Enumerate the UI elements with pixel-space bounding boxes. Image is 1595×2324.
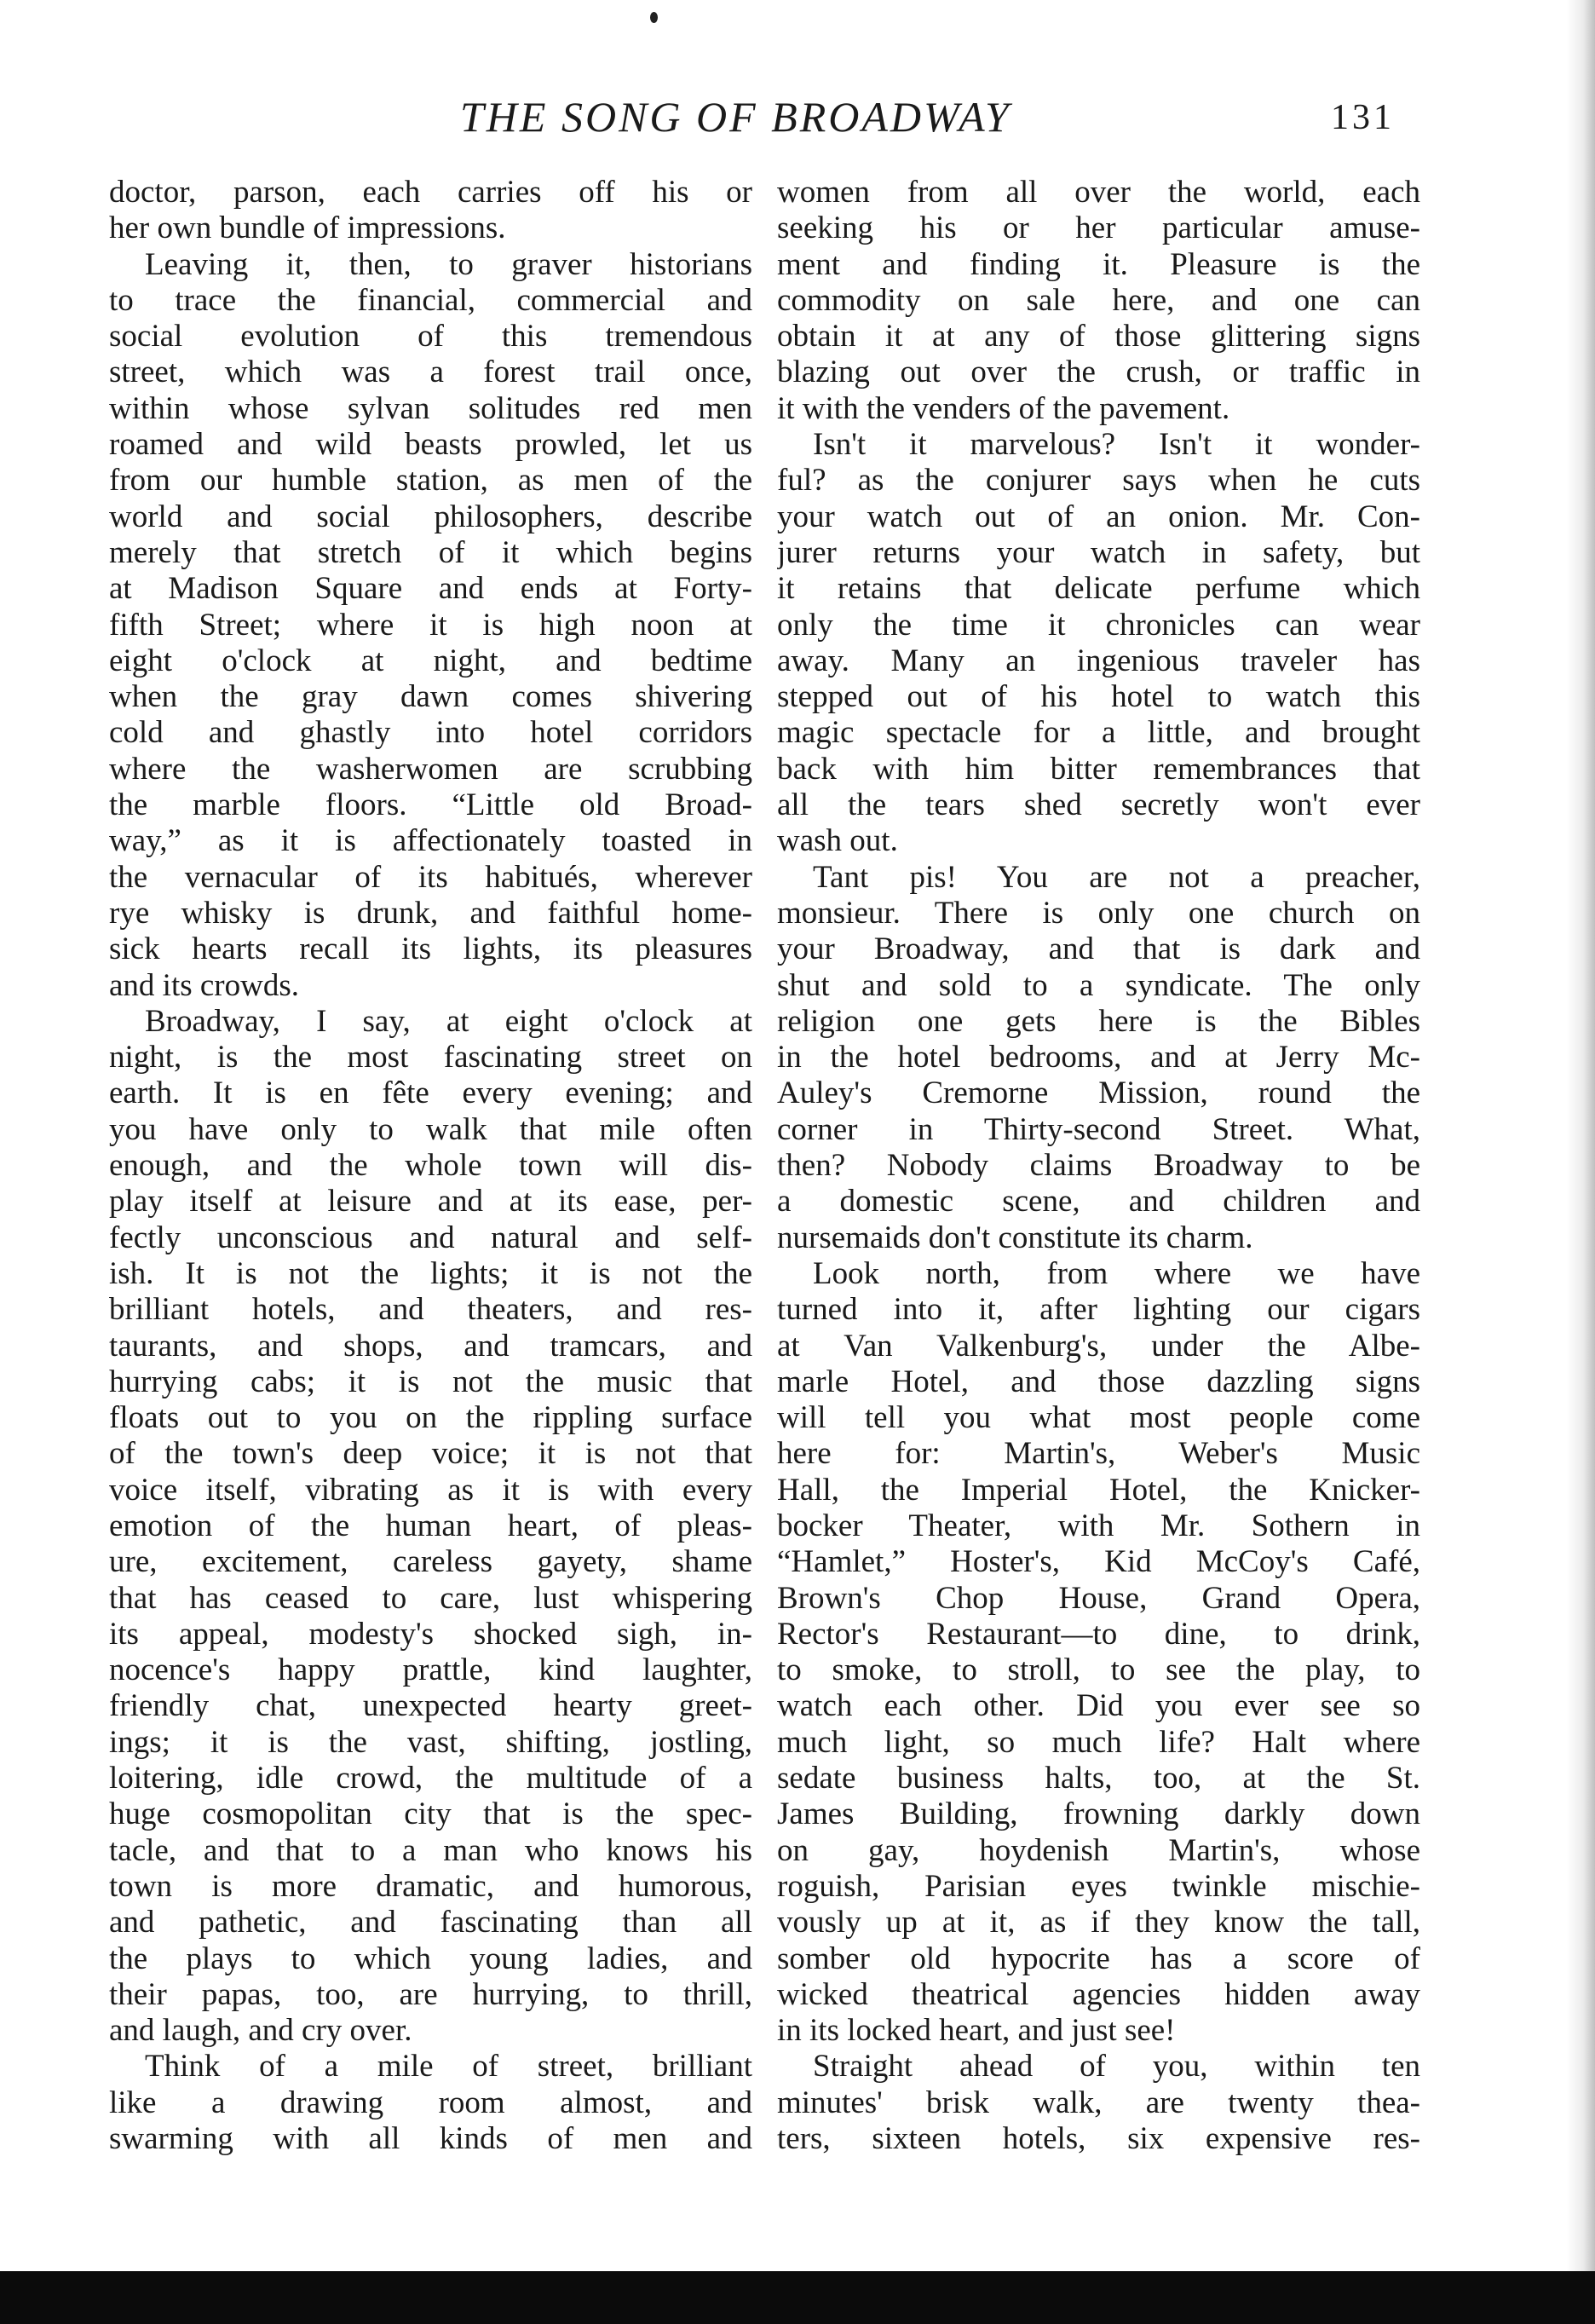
text-line: from our humble station, as men of the: [109, 463, 752, 499]
text-line: Straight ahead of you, within ten: [813, 2049, 1420, 2085]
text-line: marle Hotel, and those dazzling signs: [777, 1364, 1420, 1399]
text-line: like a drawing room almost, and: [109, 2085, 752, 2120]
text-line: social evolution of this tremendous: [109, 319, 752, 355]
text-line: its appeal, modesty's shocked sigh, in-: [109, 1616, 752, 1652]
text-line: ure, excitement, careless gayety, shame: [109, 1544, 752, 1580]
text-line: when the gray dawn comes shivering: [109, 679, 752, 715]
text-line: ings; it is the vast, shifting, jostling,: [109, 1724, 752, 1760]
text-line: and laugh, and cry over.: [109, 2013, 412, 2049]
text-line: ish. It is not the lights; it is not the: [109, 1255, 752, 1291]
text-line: rye whisky is drunk, and faithful home-: [109, 895, 752, 931]
text-line: earth. It is en fête every evening; and: [109, 1075, 752, 1111]
text-line: you have only to walk that mile often: [109, 1111, 752, 1147]
text-line: minutes' brisk walk, are twenty thea-: [777, 2085, 1420, 2120]
text-line: fifth Street; where it is high noon at: [109, 607, 752, 643]
text-line: it with the venders of the pavement.: [777, 390, 1230, 426]
text-line: wicked theatrical agencies hidden away: [777, 1976, 1420, 2012]
text-line: obtain it at any of those glittering signs: [777, 319, 1420, 355]
text-line: somber old hypocrite has a score of: [777, 1941, 1420, 1976]
text-line: town is more dramatic, and humorous,: [109, 1868, 752, 1904]
text-line: Think of a mile of street, brilliant: [145, 2049, 752, 2085]
text-line: Auley's Cremorne Mission, round the: [777, 1075, 1420, 1111]
text-line: brilliant hotels, and theaters, and res-: [109, 1292, 752, 1328]
text-line: James Building, frowning darkly down: [777, 1796, 1420, 1832]
text-line: in the hotel bedrooms, and at Jerry Mc-: [777, 1040, 1420, 1075]
text-line: here for: Martin's, Weber's Music: [777, 1436, 1420, 1472]
text-line: Look north, from where we have: [813, 1255, 1420, 1291]
text-line: commodity on sale here, and one can: [777, 282, 1420, 318]
right-column: [777, 175, 1420, 2157]
text-line: fectly unconscious and natural and self-: [109, 1220, 752, 1255]
text-line: nursemaids don't constitute its charm.: [777, 1220, 1253, 1255]
page-number: 131: [1331, 98, 1395, 137]
text-line: at Madison Square and ends at Forty-: [109, 571, 752, 607]
text-line: of the town's deep voice; it is not that: [109, 1436, 752, 1472]
text-line: jurer returns your watch in safety, but: [777, 534, 1420, 570]
text-line: Tant pis! You are not a preacher,: [813, 859, 1420, 895]
text-line: a domestic scene, and children and: [777, 1184, 1420, 1220]
text-line: world and social philosophers, describe: [109, 499, 752, 534]
text-line: emotion of the human heart, of pleas-: [109, 1508, 752, 1543]
text-line: stepped out of his hotel to watch this: [777, 679, 1420, 715]
text-line: much light, so much life? Halt where: [777, 1724, 1420, 1760]
text-line: Hall, the Imperial Hotel, the Knicker-: [777, 1472, 1420, 1508]
text-line: ters, sixteen hotels, six expensive res-: [777, 2121, 1420, 2157]
left-column: [109, 175, 752, 2157]
text-line: doctor, parson, each carries off his or: [109, 175, 752, 210]
text-line: Rector's Restaurant—to dine, to drink,: [777, 1616, 1420, 1652]
text-line: women from all over the world, each: [777, 175, 1420, 210]
text-line: sick hearts recall its lights, its pleasures: [109, 931, 752, 967]
text-line: Brown's Chop House, Grand Opera,: [777, 1580, 1420, 1616]
text-line: ful? as the conjurer says when he cuts: [777, 463, 1420, 499]
text-line: way,” as it is affectionately toasted in: [109, 823, 752, 859]
page-edge-shadow: [1566, 0, 1595, 2324]
running-head: THE SONG OF BROADWAY: [460, 93, 1011, 141]
text-line: cold and ghastly into hotel corridors: [109, 715, 752, 751]
scan-bottom-band: [0, 2271, 1595, 2324]
text-line: friendly chat, unexpected hearty greet-: [109, 1688, 752, 1724]
text-line: only the time it chronicles can wear: [777, 607, 1420, 643]
text-line: their papas, too, are hurrying, to thrill,: [109, 1976, 752, 2012]
text-line: the marble floors. “Little old Broad-: [109, 787, 752, 823]
text-line: taurants, and shops, and tramcars, and: [109, 1328, 752, 1364]
text-line: it retains that delicate perfume which: [777, 571, 1420, 607]
text-line: and pathetic, and fascinating than all: [109, 1905, 752, 1941]
text-line: roamed and wild beasts prowled, let us: [109, 427, 752, 463]
text-line: all the tears shed secretly won't ever: [777, 787, 1420, 823]
text-line: and its crowds.: [109, 967, 299, 1003]
text-line: her own bundle of impressions.: [109, 210, 506, 246]
text-line: street, which was a forest trail once,: [109, 355, 752, 390]
text-line: blazing out over the crush, or traffic in: [777, 355, 1420, 390]
text-line: night, is the most fascinating street on: [109, 1040, 752, 1075]
text-line: ment and finding it. Pleasure is the: [777, 246, 1420, 282]
text-line: eight o'clock at night, and bedtime: [109, 643, 752, 678]
text-line: play itself at leisure and at its ease, per-: [109, 1184, 752, 1220]
text-line: to smoke, to stroll, to see the play, to: [777, 1652, 1420, 1688]
text-line: at Van Valkenburg's, under the Albe-: [777, 1328, 1420, 1364]
text-line: hurrying cabs; it is not the music that: [109, 1364, 752, 1399]
text-line: vously up at it, as if they know the tall,: [777, 1905, 1420, 1941]
text-line: Leaving it, then, to graver historians: [145, 246, 752, 282]
text-line: then? Nobody claims Broadway to be: [777, 1148, 1420, 1184]
text-line: in its locked heart, and just see!: [777, 2013, 1176, 2049]
text-line: within whose sylvan solitudes red men: [109, 390, 752, 426]
text-line: merely that stretch of it which begins: [109, 534, 752, 570]
ink-dot-mark: [650, 12, 658, 23]
text-line: religion one gets here is the Bibles: [777, 1003, 1420, 1039]
text-line: “Hamlet,” Hoster's, Kid McCoy's Café,: [777, 1544, 1420, 1580]
text-line: back with him bitter remembrances that: [777, 751, 1420, 787]
text-line: will tell you what most people come: [777, 1400, 1420, 1436]
text-line: Broadway, I say, at eight o'clock at: [145, 1003, 752, 1039]
text-line: shut and sold to a syndicate. The only: [777, 967, 1420, 1003]
text-line: magic spectacle for a little, and brought: [777, 715, 1420, 751]
text-line: wash out.: [777, 823, 898, 859]
text-line: Isn't it marvelous? Isn't it wonder-: [813, 427, 1420, 463]
text-line: nocence's happy prattle, kind laughter,: [109, 1652, 752, 1688]
text-line: corner in Thirty-second Street. What,: [777, 1111, 1420, 1147]
text-line: that has ceased to care, lust whispering: [109, 1580, 752, 1616]
text-line: tacle, and that to a man who knows his: [109, 1832, 752, 1868]
text-line: the vernacular of its habitués, wherever: [109, 859, 752, 895]
text-line: huge cosmopolitan city that is the spec-: [109, 1796, 752, 1832]
text-line: to trace the financial, commercial and: [109, 282, 752, 318]
text-line: seeking his or her particular amuse-: [777, 210, 1420, 246]
text-line: monsieur. There is only one church on: [777, 895, 1420, 931]
text-line: loitering, idle crowd, the multitude of a: [109, 1761, 752, 1796]
text-line: turned into it, after lighting our cigars: [777, 1292, 1420, 1328]
text-line: the plays to which young ladies, and: [109, 1941, 752, 1976]
text-line: bocker Theater, with Mr. Sothern in: [777, 1508, 1420, 1543]
text-line: away. Many an ingenious traveler has: [777, 643, 1420, 678]
text-line: where the washerwomen are scrubbing: [109, 751, 752, 787]
text-line: your watch out of an onion. Mr. Con-: [777, 499, 1420, 534]
text-line: enough, and the whole town will dis-: [109, 1148, 752, 1184]
text-line: your Broadway, and that is dark and: [777, 931, 1420, 967]
text-line: watch each other. Did you ever see so: [777, 1688, 1420, 1724]
text-line: on gay, hoydenish Martin's, whose: [777, 1832, 1420, 1868]
text-line: swarming with all kinds of men and: [109, 2121, 752, 2157]
text-line: floats out to you on the rippling surface: [109, 1400, 752, 1436]
text-line: roguish, Parisian eyes twinkle mischie-: [777, 1868, 1420, 1904]
text-line: sedate business halts, too, at the St.: [777, 1761, 1420, 1796]
text-line: voice itself, vibrating as it is with every: [109, 1472, 752, 1508]
